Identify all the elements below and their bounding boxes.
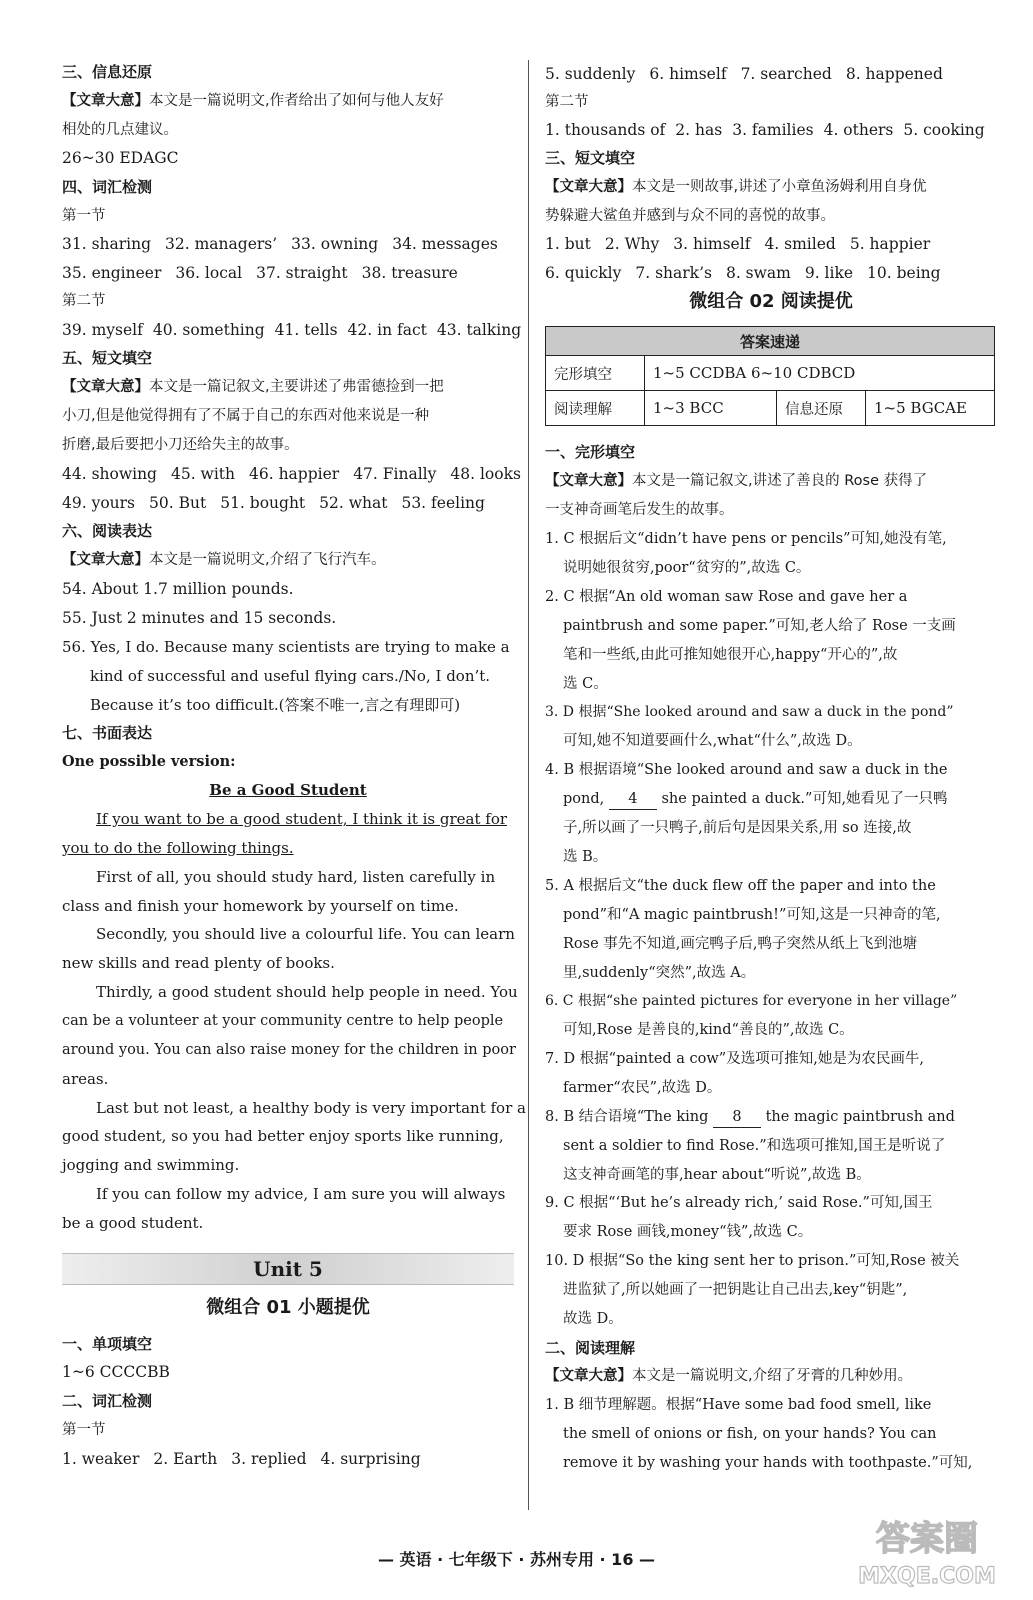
section-heading: 二、阅读理解: [545, 1339, 636, 1357]
table-cell: 信息还原: [777, 391, 866, 426]
answer-line: 26~30 EDAGC: [62, 149, 179, 167]
explanation-line: 选 B。: [563, 849, 608, 865]
answer-line: kind of successful and useful flying cars./No, I don’t.: [90, 667, 491, 685]
summary-line: 一支神奇画笔后发生的故事。: [545, 502, 734, 518]
summary-line: 【文章大意】本文是一篇说明文,作者给出了如何与他人友好: [62, 93, 444, 109]
part-label: 第二节: [62, 293, 106, 309]
watermark-logo: [842, 1505, 1012, 1590]
explanation-line: 故选 D。: [563, 1311, 623, 1327]
essay-line: new skills and read plenty of books.: [62, 954, 335, 972]
essay-line: If you can follow my advice, I am sure you will always: [96, 1185, 506, 1203]
table-cell: 阅读理解: [546, 391, 645, 426]
group-title: 微组合 02 阅读提优: [689, 291, 853, 312]
explanation-line: the smell of onions or fish, on your hands? You can: [563, 1426, 937, 1442]
table-header: 答案速递: [546, 327, 995, 356]
summary-line: 相处的几点建议。: [62, 122, 178, 138]
section-heading: 四、词汇检测: [62, 178, 153, 196]
essay-line: good student, so you had better enjoy sports like running,: [62, 1127, 504, 1145]
essay-line: around you. You can also raise money for the children in poor: [62, 1042, 516, 1058]
watermark-text: 答案圈: [876, 1519, 978, 1559]
explanation-line: 3. D 根据“She looked around and saw a duck in the pond”: [545, 704, 954, 720]
section-heading: 二、词汇检测: [62, 1392, 153, 1410]
essay-line: class and finish your homework by yourself on time.: [62, 897, 459, 915]
essay-line: Secondly, you should live a colourful life. You can learn: [96, 925, 515, 943]
page-footer: — 英语 · 七年级下 · 苏州专用 · 16 —: [377, 1550, 656, 1569]
explanation-line: 可知,Rose 是善良的,kind“善良的”,故选 C。: [563, 1022, 854, 1038]
table-cell: 完形填空: [546, 356, 645, 391]
section-heading: 三、信息还原: [62, 63, 153, 81]
essay-line: Thirdly, a good student should help people in need. You: [96, 983, 518, 1001]
summary-line: 【文章大意】本文是一则故事,讲述了小章鱼汤姆利用自身优: [545, 179, 927, 195]
answer-line: 54. About 1.7 million pounds.: [62, 580, 294, 598]
explanation-line: 说明她很贫穷,poor“贫穷的”,故选 C。: [563, 560, 811, 576]
explanation-line: sent a soldier to find Rose.”和选项可推知,国王是听说了: [563, 1138, 946, 1154]
explanation-line: 子,所以画了一只鸭子,前后句是因果关系,用 so 连接,故: [563, 820, 912, 836]
explanation-line: 笔和一些纸,由此可推知她很开心,happy“开心的”,故: [563, 647, 898, 663]
answer-row: 5. suddenly 6. himself 7. searched 8. happened: [545, 65, 943, 83]
essay-line: First of all, you should study hard, listen carefully in: [96, 868, 496, 886]
part-label: 第二节: [545, 94, 589, 110]
answer-row: 44. showing 45. with 46. happier 47. Finally 48. looks: [62, 465, 521, 483]
explanation-line: 6. C 根据“she painted pictures for everyone in her village”: [545, 993, 958, 1009]
explanation-line: 4. B 根据语境“She looked around and saw a duck in the: [545, 762, 948, 778]
answer-row: 39. myself 40. something 41. tells 42. in fact 43. talking: [62, 321, 522, 339]
summary-line: 【文章大意】本文是一篇记叙文,主要讲述了弗雷德捡到一把: [62, 379, 444, 395]
explanation-line: farmer“农民”,故选 D。: [563, 1080, 722, 1096]
answer-line: 55. Just 2 minutes and 15 seconds.: [62, 609, 337, 627]
watermark-url: MXQE.COM: [858, 1564, 996, 1589]
answer-line: 1~6 CCCCBB: [62, 1363, 170, 1381]
explanation-line: 进监狱了,所以她画了一把钥匙让自己出去,key“钥匙”,: [563, 1282, 908, 1298]
answer-line: 56. Yes, I do. Because many scientists are trying to make a: [62, 638, 510, 656]
explanation-line: 选 C。: [563, 676, 608, 692]
unit-banner: Unit 5: [62, 1253, 514, 1285]
essay-title: Be a Good Student: [209, 781, 367, 799]
explanation-line: 5. A 根据后文“the duck flew off the paper and into the: [545, 878, 936, 894]
essay-line: you to do the following things.: [62, 839, 294, 857]
summary-line: 【文章大意】本文是一篇说明文,介绍了飞行汽车。: [62, 552, 386, 568]
answer-row: 6. quickly 7. shark’s 8. swam 9. like 10. being: [545, 264, 941, 282]
part-label: 第一节: [62, 1422, 106, 1438]
quick-answers-table: [545, 326, 995, 426]
summary-line: 【文章大意】本文是一篇记叙文,讲述了善良的 Rose 获得了: [545, 473, 928, 489]
section-heading: 三、短文填空: [545, 149, 636, 167]
answer-row: 1. but 2. Why 3. himself 4. smiled 5. happier: [545, 235, 931, 253]
section-heading: 一、完形填空: [545, 443, 636, 461]
column-divider: [528, 60, 529, 1510]
essay-line: If you want to be a good student, I think it is great for: [96, 810, 508, 828]
explanation-line: 10. D 根据“So the king sent her to prison.”可知,Rose 被关: [545, 1253, 960, 1269]
essay-line: be a good student.: [62, 1214, 204, 1232]
explanation-line: pond”和“A magic paintbrush!”可知,这是一只神奇的笔,: [563, 907, 941, 923]
answer-row: 49. yours 50. But 51. bought 52. what 53. feeling: [62, 494, 485, 512]
answer-row: 1. weaker 2. Earth 3. replied 4. surprising: [62, 1450, 421, 1468]
explanation-line: 可知,她不知道要画什么,what“什么”,故选 D。: [563, 733, 862, 749]
section-heading: 五、短文填空: [62, 349, 153, 367]
part-label: 第一节: [62, 208, 106, 224]
essay-line: can be a volunteer at your community centre to help people: [62, 1013, 504, 1029]
explanation-line: Rose 事先不知道,画完鸭子后,鸭子突然从纸上飞到池塘: [563, 936, 917, 952]
explanation-line: 9. C 根据“‘But he’s already rich,’ said Rose.”可知,国王: [545, 1195, 933, 1211]
explanation-line: 1. B 细节理解题。根据“Have some bad food smell, like: [545, 1397, 932, 1413]
explanation-line: 要求 Rose 画钱,money“钱”,故选 C。: [563, 1224, 813, 1240]
section-heading: 七、书面表达: [62, 724, 153, 742]
explanation-line: 2. C 根据“An old woman saw Rose and gave her a: [545, 589, 908, 605]
section-heading: 六、阅读表达: [62, 522, 153, 540]
essay-line: jogging and swimming.: [62, 1156, 240, 1174]
explanation-line: 里,suddenly“突然”,故选 A。: [563, 965, 756, 981]
explanation-line: remove it by washing your hands with toothpaste.”可知,: [563, 1455, 973, 1471]
table-cell: 1~3 BCC: [645, 391, 777, 426]
explanation-line: 1. C 根据后文“didn’t have pens or pencils”可知,她没有笔,: [545, 531, 947, 547]
explanation-line: 7. D 根据“painted a cow”及选项可推知,她是为农民画牛,: [545, 1051, 924, 1067]
section-heading: 一、单项填空: [62, 1335, 153, 1353]
summary-line: 折磨,最后要把小刀还给失主的故事。: [62, 437, 299, 453]
answer-row: 1. thousands of 2. has 3. families 4. others 5. cooking: [545, 121, 985, 139]
summary-line: 势躲避大鲨鱼并感到与众不同的喜悦的故事。: [545, 208, 835, 224]
group-title: 微组合 01 小题提优: [206, 1297, 370, 1318]
answer-line: Because it’s too difficult.(答案不唯一,言之有理即可): [90, 696, 461, 714]
blank-number: 4: [609, 789, 657, 810]
table-cell: 1~5 BGCAE: [866, 391, 995, 426]
blank-number: 8: [713, 1107, 761, 1128]
summary-line: 【文章大意】本文是一篇说明文,介绍了牙膏的几种妙用。: [545, 1368, 913, 1384]
answer-row: 31. sharing 32. managers’ 33. owning 34. messages: [62, 235, 498, 253]
explanation-line: 这支神奇画笔的事,hear about“听说”,故选 B。: [563, 1167, 871, 1183]
explanation-line: 8. B 结合语境“The king 8 the magic paintbrush and: [545, 1107, 955, 1128]
table-cell: 1~5 CCDBA 6~10 CDBCD: [645, 356, 995, 391]
essay-line: areas.: [62, 1070, 109, 1088]
version-label: One possible version:: [62, 753, 236, 770]
explanation-line: pond, 4 she painted a duck.”可知,她看见了一只鸭: [563, 789, 948, 810]
summary-line: 小刀,但是他觉得拥有了不属于自己的东西对他来说是一种: [62, 408, 430, 424]
explanation-line: paintbrush and some paper.”可知,老人给了 Rose 一支画: [563, 618, 956, 634]
essay-line: Last but not least, a healthy body is very important for a: [96, 1099, 526, 1117]
answer-row: 35. engineer 36. local 37. straight 38. treasure: [62, 264, 458, 282]
